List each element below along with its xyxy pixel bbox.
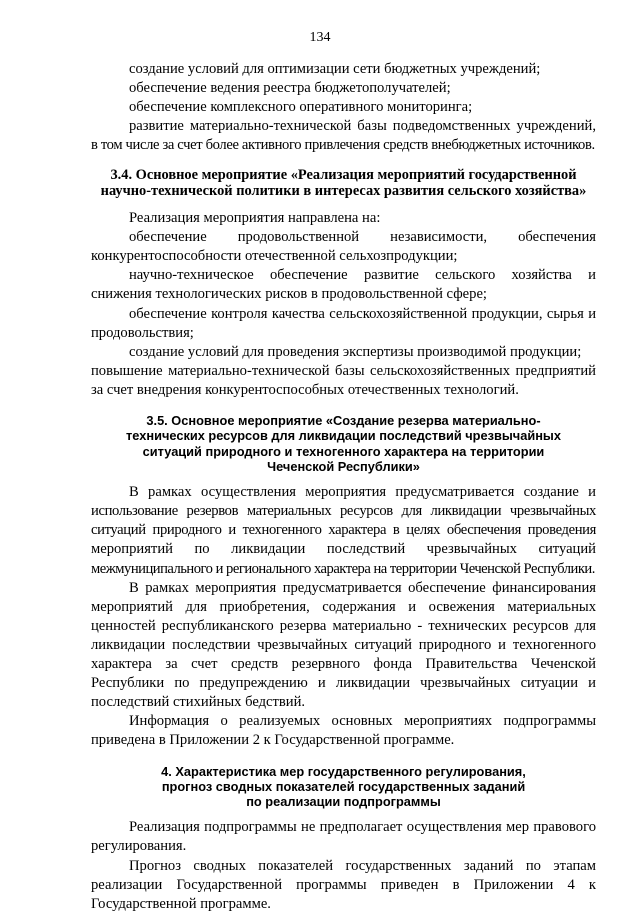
paragraph: Информация о реализуемых основных мероприятиях подпрограммы приведена в Приложении 2 к Государственной программе. (91, 713, 596, 749)
paragraph: Реализация подпрограммы не предполагает осуществления мер правового регулирования. (91, 819, 596, 855)
heading-line: прогноз сводных показателей государственных заданий (161, 778, 526, 794)
list-item: обеспечение ведения реестра бюджетополучателей; (129, 80, 451, 97)
paragraph: В рамках мероприятия предусматривается обеспечение финансирования мероприятий для приобретения, содержания и освежения материальных ценностей республиканского резерва материально - технических ресурсов для ликвидации последствии чрезвычайных ситуаций природного и техногенного характера за счет средств резервного фонда Правительства Чеченской Республики по предупреждению и ликвидации чрезвычайных ситуации и последствий стихийных бедствий. (91, 579, 596, 711)
heading-line: 3.4. Основное мероприятие «Реализация мероприятий государственной (110, 167, 577, 184)
paragraph: Прогноз сводных показателей государственных заданий по этапам реализации Государственной программы приведен в Приложении 4 к Государственной программе. (91, 857, 596, 912)
list-item-continuation: в том числе за счет более активного привлечения средств внебюджетных источников. (91, 137, 595, 154)
paragraph: обеспечение продовольственной независимости, обеспечения конкурентоспособности отечественной сельхозпродукции; (91, 229, 596, 265)
heading-line: по реализации подпрограммы (246, 794, 441, 810)
paragraph: научно-техническое обеспечение развитие сельского хозяйства и снижения технологических рисков в продовольственной сфере; (91, 267, 596, 303)
paragraph: Реализация мероприятия направлена на: (129, 210, 381, 227)
section-heading-3-4 (91, 168, 596, 200)
heading-line: технических ресурсов для ликвидации последствий чрезвычайных (126, 428, 561, 444)
paragraph-line: ситуаций природного и техногенного характера в целях обеспечения проведения (91, 522, 596, 539)
heading-line: Чеченской Республики» (267, 458, 420, 474)
paragraph-line: межмуниципального и регионального характера на территории Чеченской Республики. (91, 560, 595, 577)
heading-line: 3.5. Основное мероприятие «Создание резерва материально- (146, 413, 541, 428)
paragraph-line: использование резервов материальных ресурсов для ликвидации чрезвычайных (91, 503, 596, 520)
paragraph: создание условий для проведения экспертизы производимой продукции; (129, 343, 582, 360)
heading-line: научно-технической политики в интересах развития сельского хозяйства» (100, 183, 587, 200)
heading-line: 4. Характеристика мер государственного регулирования, (161, 763, 526, 779)
page-number: 134 (309, 30, 331, 45)
list-item: создание условий для оптимизации сети бюджетных учреждений; (129, 61, 541, 77)
list-item: развитие материально-технической базы подведомственных учреждений, (129, 118, 596, 135)
paragraph: повышение материально-технической базы сельскохозяйственных предприятий за счет внедрения конкурентоспособных отечественных технологий. (91, 362, 596, 398)
paragraph-line: мероприятий по ликвидации последствий чрезвычайных ситуаций (91, 541, 596, 558)
section-heading-3-5 (91, 413, 596, 474)
paragraph-line: В рамках осуществления мероприятия предусматривается создание и (129, 484, 596, 501)
paragraph: обеспечение контроля качества сельскохозяйственной продукции, сырья и продовольствия; (91, 305, 596, 341)
page-body (91, 60, 596, 914)
heading-line: ситуаций природного и техногенного характера на территории (142, 443, 545, 459)
section-heading-4 (91, 764, 596, 810)
list-item: обеспечение комплексного оперативного мониторинга; (129, 99, 473, 116)
